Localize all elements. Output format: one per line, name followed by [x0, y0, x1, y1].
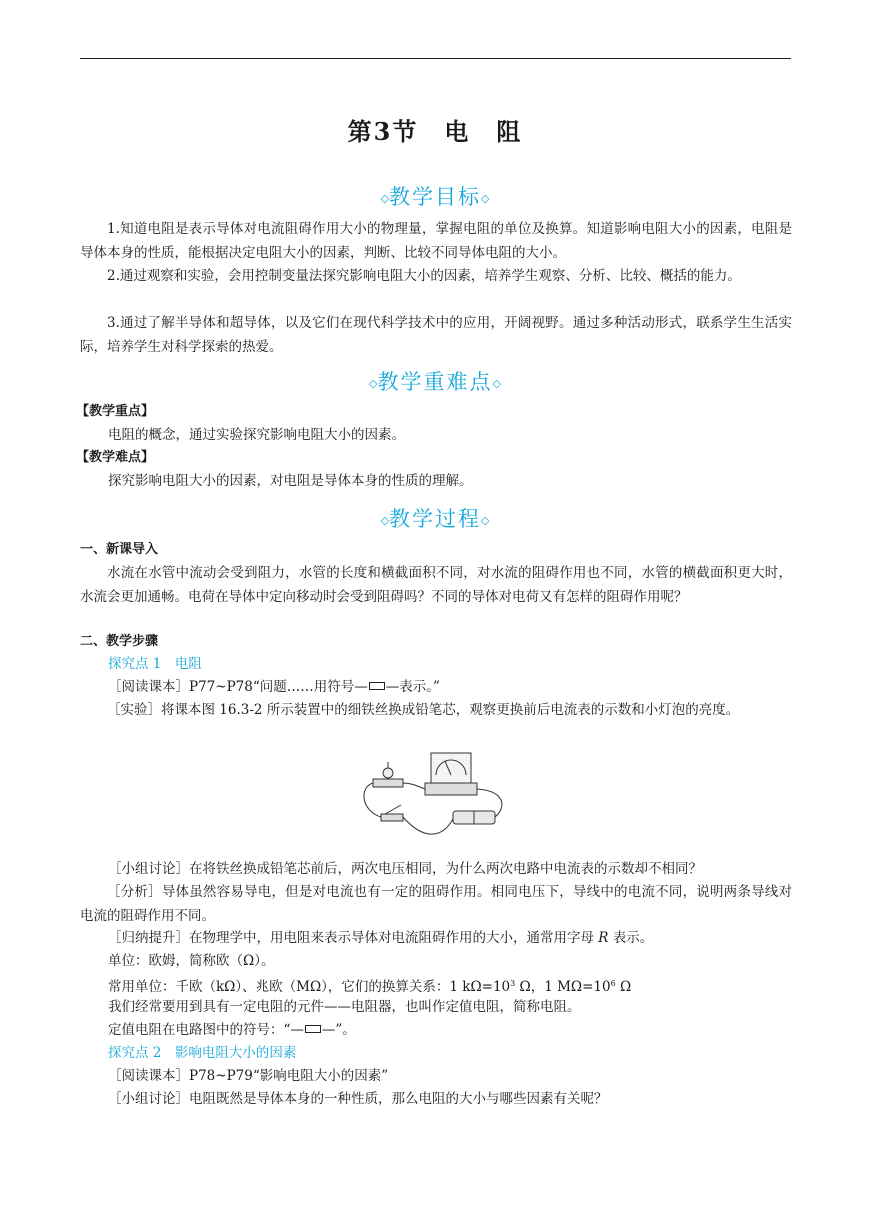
header-rule: [80, 58, 791, 59]
section-title: 教学重难点: [377, 370, 493, 394]
resistor-symbol-icon: [369, 682, 385, 690]
exponent-3: 3: [510, 979, 516, 988]
reading-1-text: ［阅读课本］P77~P78“问题……用符号—: [108, 679, 368, 695]
reading-1: [108, 676, 440, 698]
explore-point-2: 探究点 2 影响电阻大小的因素: [108, 1045, 297, 1061]
section-heading-objectives: [0, 181, 870, 211]
focus-label: 【教学重点】: [76, 404, 155, 419]
objective-3: 3.通过了解半导体和超导体，以及它们在现代科学技术中的应用，开阔视野。通过多种活动形式，联系学生生活实际，培养学生对科学探索的热爱。: [80, 315, 792, 355]
diamond-icon: ◇: [369, 377, 378, 390]
resistor-symbol-icon: [305, 1025, 321, 1033]
difficulty-text: 探究影响电阻大小的因素，对电阻是导体本身的性质的理解。: [108, 473, 473, 489]
resistor-text: 我们经常要用到具有一定电阻的元件——电阻器，也叫作定值电阻，简称电阻。: [108, 999, 581, 1015]
page-title: 第3节 电 阻: [347, 117, 523, 146]
reading-2: ［阅读课本］P78~P79“影响电阻大小的因素”: [108, 1068, 389, 1084]
diamond-icon: ◇: [481, 192, 490, 205]
focus-text: 电阻的概念，通过实验探究影响电阻大小的因素。: [108, 427, 405, 443]
section-heading-key-points: [0, 366, 870, 396]
common-units-text-b: Ω，1 MΩ=10: [515, 979, 611, 995]
diamond-icon: ◇: [380, 192, 389, 205]
group-discussion-1: ［小组讨论］在将铁丝换成铅笔芯前后，两次电压相同，为什么两次电路中电流表的示数却不相同？: [108, 861, 702, 877]
section-title: 教学过程: [389, 507, 481, 531]
common-units-text-a: 常用单位：千欧（kΩ）、兆欧（MΩ），它们的换算关系：1 kΩ=10: [108, 979, 511, 995]
summary-text-end: 表示。: [608, 930, 654, 946]
symbol-text-b: —”。: [321, 1022, 356, 1038]
exponent-6: 6: [610, 979, 616, 988]
section-title: 教学目标: [389, 185, 481, 209]
circuit-experiment-figure: [355, 747, 515, 847]
resistance-variable: R: [598, 930, 609, 946]
explore-point-1: 探究点 1 电阻: [108, 656, 202, 672]
intro-heading: 一、新课导入: [80, 542, 159, 557]
symbol-text-a: 定值电阻在电路图中的符号：“—: [108, 1022, 304, 1038]
unit-text: 单位：欧姆，简称欧（Ω）。: [108, 953, 275, 969]
section-heading-process: [0, 503, 870, 533]
objective-1: 1.知道电阻是表示导体对电流阻碍作用大小的物理量，掌握电阻的单位及换算。知道影响电阻大小的因素，电阻是导体本身的性质，能根据决定电阻大小的因素，判断、比较不同导体电阻的大小。: [80, 221, 792, 261]
steps-heading: 二、教学步骤: [80, 634, 159, 649]
diamond-icon: ◇: [380, 514, 389, 527]
symbol-text: [108, 1019, 356, 1041]
common-units-text: [108, 973, 631, 998]
diamond-icon: ◇: [492, 377, 501, 390]
common-units-text-c: Ω: [615, 979, 632, 995]
diamond-icon: ◇: [481, 514, 490, 527]
objective-2: 2.通过观察和实验，会用控制变量法探究影响电阻大小的因素，培养学生观察、分析、比较、概括的能力。: [107, 268, 741, 284]
summary-text-main: ［归纳提升］在物理学中，用电阻来表示导体对电流阻碍作用的大小，通常用字母: [108, 930, 599, 946]
experiment-text: ［实验］将课本图 16.3-2 所示装置中的细铁丝换成铅笔芯，观察更换前后电流表的示数和小灯泡的亮度。: [107, 702, 740, 718]
difficulty-label: 【教学难点】: [76, 450, 155, 465]
analysis-text: ［分析］导体虽然容易导电，但是对电流也有一定的阻碍作用。相同电压下，导线中的电流不同，说明两条导线对电流的阻碍作用不同。: [80, 884, 792, 924]
group-discussion-2: ［小组讨论］电阻既然是导体本身的一种性质，那么电阻的大小与哪些因素有关呢？: [108, 1091, 608, 1107]
reading-1-text-end: —表示。”: [385, 679, 440, 695]
intro-text: 水流在水管中流动会受到阻力，水管的长度和横截面积不同，对水流的阻碍作用也不同，水管的横截面积更大时，水流会更加通畅。电荷在导体中定向移动时会受到阻碍吗？不同的导体对电荷又有怎样的阻碍作用呢？: [80, 565, 792, 605]
summary-text: [108, 927, 653, 949]
